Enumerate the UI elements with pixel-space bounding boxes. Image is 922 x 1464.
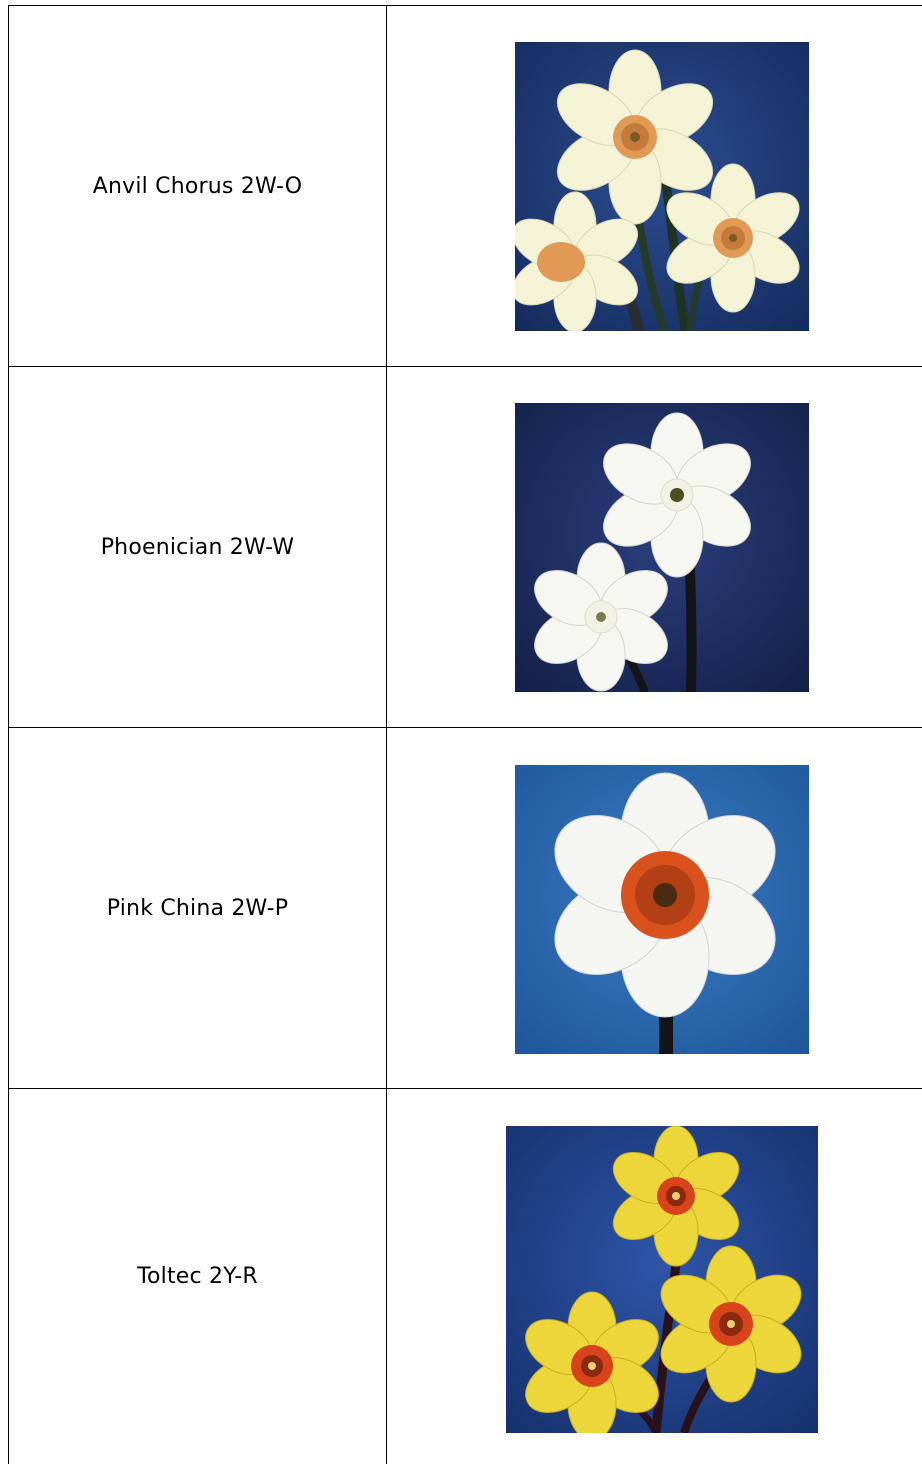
photo-cell — [387, 6, 922, 366]
cultivar-name: Phoenician 2W-W — [100, 534, 295, 560]
daffodil-toltec-photo — [506, 1126, 818, 1433]
daffodil-phoenician-photo — [515, 403, 809, 692]
table-row — [9, 6, 922, 367]
cultivar-name: Pink China 2W-P — [106, 895, 289, 921]
photo-cell — [387, 367, 922, 727]
cultivar-name: Toltec 2Y-R — [137, 1264, 258, 1289]
table-row — [9, 728, 922, 1089]
photo-cell — [387, 1089, 922, 1464]
cultivar-name-cell — [9, 1089, 387, 1464]
daffodil-pink-china-photo — [515, 765, 809, 1054]
daffodil-anvil-chorus-photo — [515, 42, 809, 331]
cultivar-name-cell — [9, 367, 387, 727]
cultivar-name-cell — [9, 728, 387, 1088]
table-row — [9, 367, 922, 728]
table-row — [9, 1089, 922, 1464]
photo-cell — [387, 728, 922, 1088]
cultivar-name-cell — [9, 6, 387, 366]
daffodil-table — [8, 5, 922, 1464]
cultivar-name: Anvil Chorus 2W-O — [92, 173, 303, 199]
